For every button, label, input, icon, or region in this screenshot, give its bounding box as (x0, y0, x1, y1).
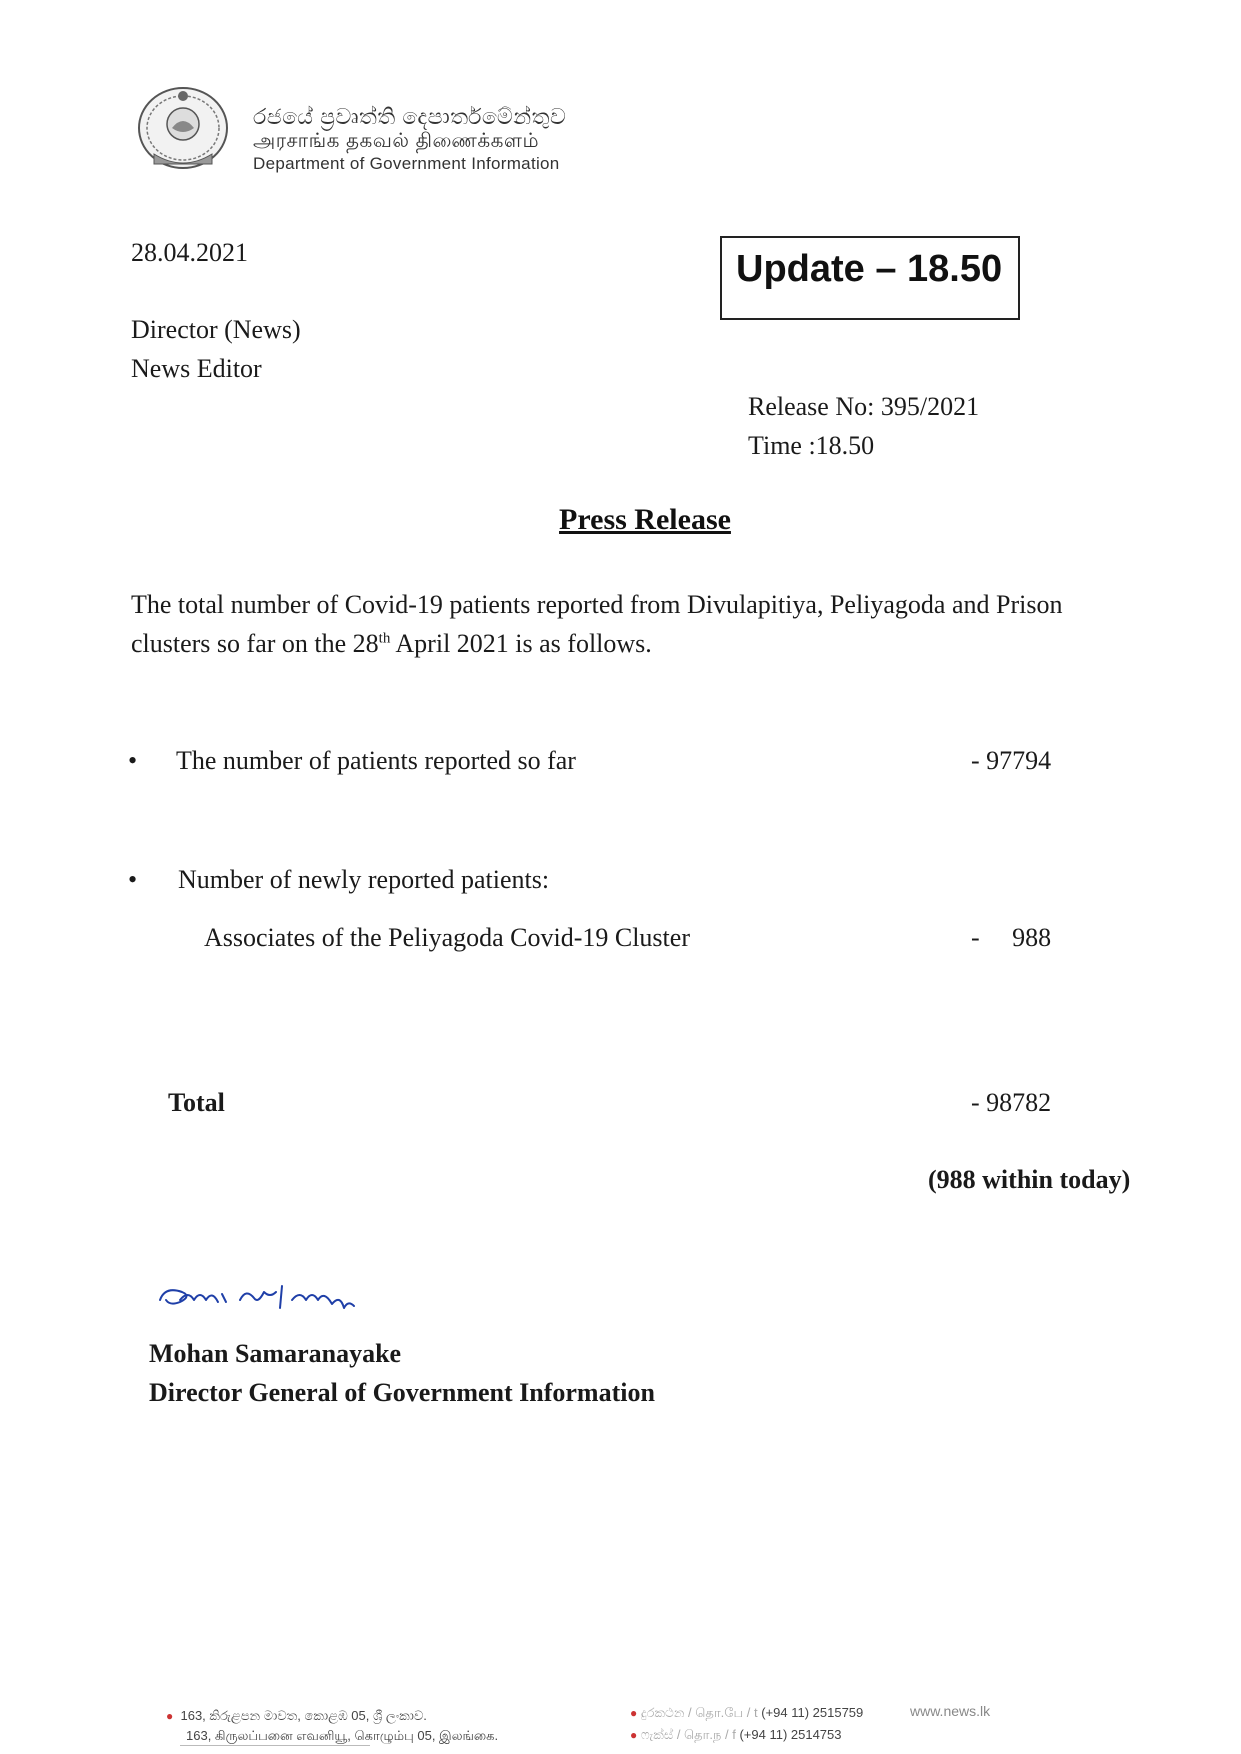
department-name-english: Department of Government Information (253, 154, 560, 173)
footer-telephone (630, 1705, 863, 1722)
recipient-editor: News Editor (131, 354, 262, 383)
footer-divider (180, 1745, 370, 1746)
bullet-icon: ● (630, 1706, 638, 1720)
page-title: Press Release (559, 503, 731, 536)
ordinal-suffix: th (378, 630, 391, 647)
telephone-label: දුරකථන / தொ.பே / t (640, 1705, 758, 1720)
signatory-name: Mohan Samaranayake (149, 1339, 402, 1368)
recipient-director: Director (News) (131, 315, 301, 344)
bullet-icon: ● (166, 1709, 174, 1723)
update-label: Update – 18.50 (736, 248, 1003, 290)
department-name-tamil: அரசாங்க தகவல் திணைக்களம் (253, 130, 540, 152)
peliyagoda-associates-value: - 988 (971, 923, 1052, 952)
intro-line-1: The total number of Covid-19 patients reported from Divulapitiya, Peliyagoda and Prison (131, 590, 1063, 619)
letter-date: 28.04.2021 (131, 238, 248, 267)
reported-so-far-value: - 97794 (971, 746, 1052, 775)
footer-website-link[interactable]: www.news.lk (910, 1703, 991, 1719)
signatory-title: Director General of Government Information (149, 1378, 655, 1407)
release-number: Release No: 395/2021 (748, 392, 980, 421)
peliyagoda-associates-label: Associates of the Peliyagoda Covid-19 Cluster (204, 923, 690, 952)
fax-number: (+94 11) 2514753 (739, 1727, 842, 1742)
bullet-icon: • (128, 865, 138, 894)
footer-address-tamil: 163, கிருலப்பனை எவனியூ, கொழும்பு 05, இலங்கை. (186, 1728, 499, 1743)
within-today-note: (988 within today) (928, 1165, 1131, 1194)
bullet-icon: • (128, 746, 138, 775)
total-label: Total (168, 1088, 225, 1117)
bullet-icon: ● (630, 1728, 638, 1742)
department-name-sinhala: රජයේ ප්‍රවෘත්ති දෙපාර්තමේන්තුව (253, 104, 567, 129)
telephone-number: (+94 11) 2515759 (761, 1705, 864, 1720)
footer-fax (630, 1727, 842, 1744)
sri-lanka-emblem-icon (134, 84, 232, 176)
intro-line-2-before: clusters so far on the 28 (131, 629, 379, 658)
handwritten-signature (150, 1270, 430, 1330)
footer-address-sinhala (166, 1708, 427, 1724)
total-value: - 98782 (971, 1088, 1052, 1117)
intro-line-2 (131, 624, 652, 663)
reported-so-far-label: The number of patients reported so far (176, 746, 576, 775)
address-sinhala-text: 163, කිරුළපන මාවත, කොළඹ 05, ශ්‍රී ලංකාව. (180, 1708, 427, 1723)
release-time: Time :18.50 (748, 431, 875, 460)
newly-reported-label: Number of newly reported patients: (178, 865, 550, 894)
intro-line-2-after: April 2021 is as follows. (390, 629, 652, 658)
fax-label: ෆැක්ස් / தொ.ந / f (640, 1727, 736, 1742)
